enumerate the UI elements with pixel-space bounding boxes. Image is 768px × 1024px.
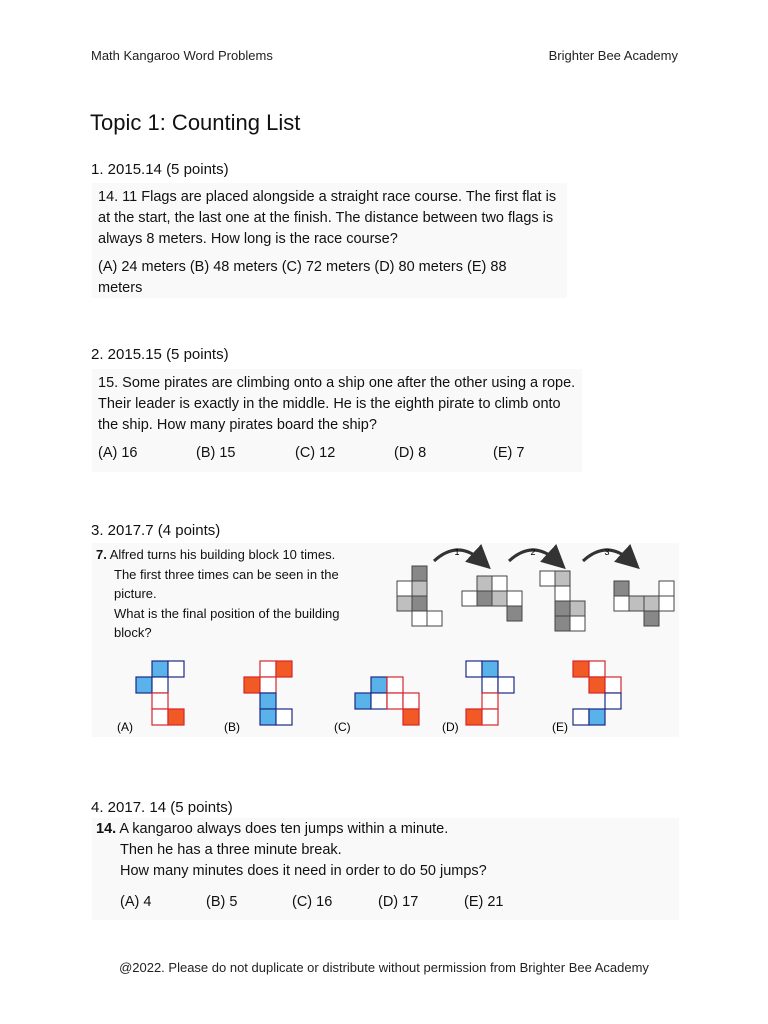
page-title: Topic 1: Counting List [90, 110, 301, 135]
question-3-text [96, 545, 386, 643]
question-4-text [96, 819, 487, 882]
question-4-choice-b: (B) 5 [206, 894, 238, 910]
option-e-block [573, 661, 621, 725]
rotation-step-2: 2 [530, 547, 536, 557]
page-header-right: Brighter Bee Academy [548, 48, 678, 63]
question-3-line-2: The first three times can be seen in the [114, 566, 339, 582]
question-2-choice-a: (A) 16 [98, 445, 138, 461]
block-turn-1 [462, 576, 522, 621]
page-header-left: Math Kangaroo Word Problems [91, 48, 273, 63]
rotation-step-3: 3 [604, 547, 610, 557]
question-3-line-5: block? [114, 625, 152, 640]
question-4-choice-e: (E) 21 [464, 894, 504, 910]
page-footer: @2022. Please do not duplicate or distribute without permission from Brighter Bee Academy [119, 960, 649, 975]
question-2-box [92, 369, 582, 472]
question-4-line-2: Then he has a three minute break. [120, 842, 342, 858]
question-1-text: 14. 11 Flags are placed alongside a straight race course. The first flat is at the start, the last one at the finish. The distance between two flags is always 8 meters. How long is the race course? [98, 189, 557, 247]
answer-options-illustration [92, 653, 679, 737]
question-4-line-3: How many minutes does it need in order to do 50 jumps? [120, 863, 487, 879]
rotation-step-1: 1 [454, 547, 460, 557]
question-4-line-1: A kangaroo always does ten jumps within a minute. [119, 821, 449, 837]
block-turn-3 [614, 581, 674, 626]
question-4-box [92, 818, 679, 920]
question-4-choice-c: (C) 16 [292, 894, 333, 910]
option-a-label: (A) [117, 720, 133, 734]
question-3-box [92, 543, 679, 737]
option-b-label: (B) [224, 720, 240, 734]
question-2-choice-c: (C) 12 [295, 445, 336, 461]
question-1-choices-line2: meters [98, 280, 143, 296]
question-3-heading: 3. 2017.7 (4 points) [91, 522, 221, 539]
question-2-choice-e: (E) 7 [493, 445, 525, 461]
question-3-number: 7. [96, 547, 107, 562]
question-2-choice-b: (B) 15 [196, 445, 236, 461]
question-1-box [92, 183, 567, 298]
question-4-choice-d: (D) 17 [378, 894, 419, 910]
question-4-number: 14. [96, 821, 117, 837]
question-4-choice-a: (A) 4 [120, 894, 152, 910]
question-1-choices-line1: (A) 24 meters (B) 48 meters (C) 72 meters (D) 80 meters (E) 88 [98, 259, 507, 275]
question-2-text: 15. Some pirates are climbing onto a ship one after the other using a rope. Their leader is exactly in the middle. He is the eighth pirate to climb onto the ship. How many pirates board the ship? [98, 375, 576, 433]
question-2-choice-d: (D) 8 [394, 445, 427, 461]
block-turn-2 [540, 571, 585, 631]
option-a-block [136, 661, 184, 725]
option-d-label: (D) [442, 720, 459, 734]
question-1-heading: 1. 2015.14 (5 points) [91, 161, 229, 178]
question-3-line-1: Alfred turns his building block 10 times. [109, 547, 336, 562]
question-3-line-3: picture. [114, 586, 157, 601]
option-b-block [244, 661, 292, 725]
question-4-choices [120, 894, 504, 910]
option-e-label: (E) [552, 720, 568, 734]
question-2-choices [98, 445, 524, 461]
option-c-block [355, 677, 419, 725]
option-d-block [466, 661, 514, 725]
rotation-illustration [392, 543, 679, 638]
question-4-heading: 4. 2017. 14 (5 points) [91, 799, 233, 816]
option-c-label: (C) [334, 720, 351, 734]
block-start [397, 566, 442, 626]
question-2-heading: 2. 2015.15 (5 points) [91, 346, 229, 363]
question-3-line-4: What is the final position of the building [114, 605, 340, 621]
